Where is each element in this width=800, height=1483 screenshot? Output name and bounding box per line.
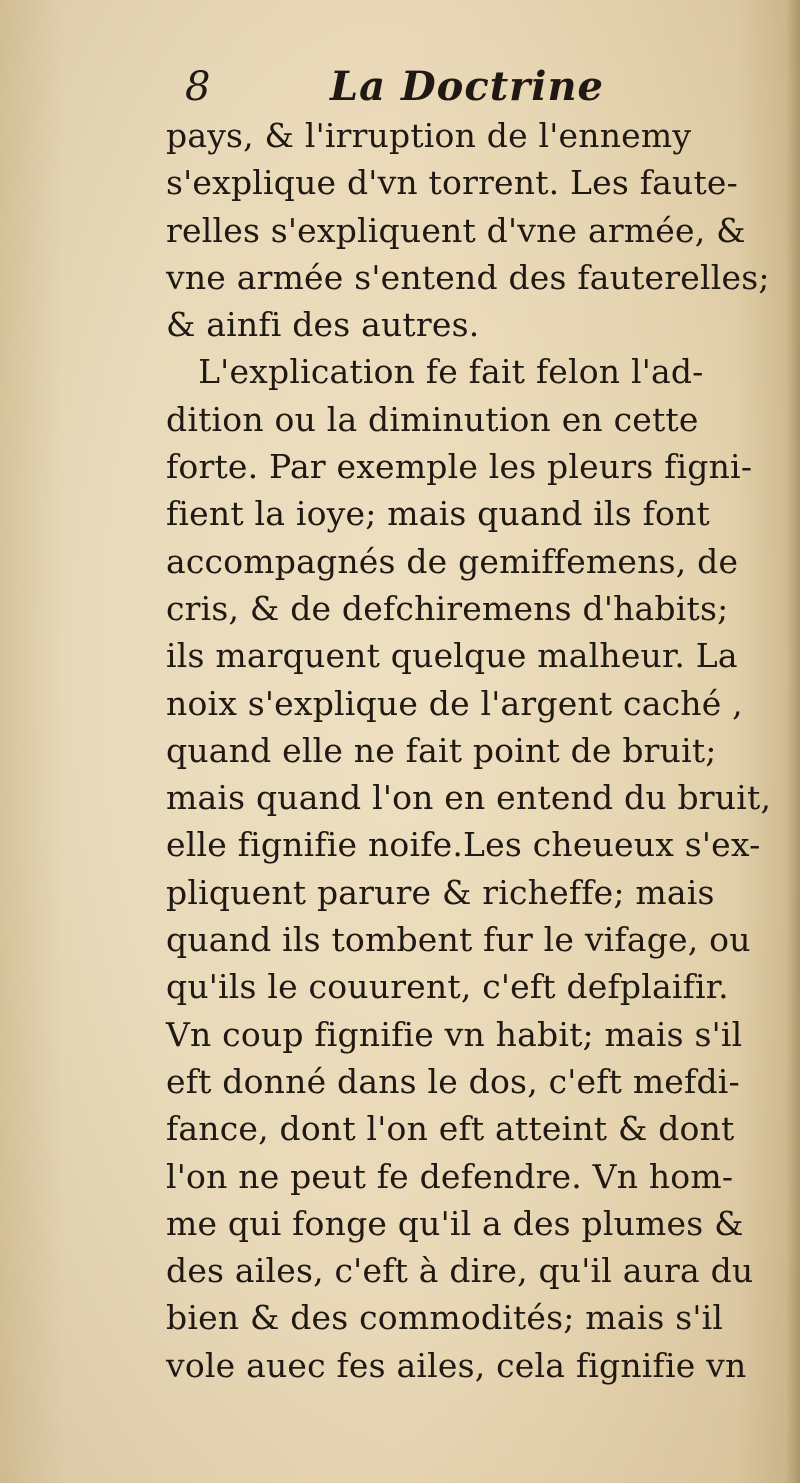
text-line: l'on ne peut fe defendre. Vn hom- bbox=[166, 1156, 734, 1196]
running-title: La Doctrine bbox=[330, 63, 604, 110]
text-line: elle fignifie noife.Les cheueux s'ex- bbox=[166, 825, 761, 865]
text-line: forte. Par exemple les pleurs figni- bbox=[166, 447, 753, 487]
text-line: vole auec fes ailes, cela fignifie vn bbox=[166, 1345, 747, 1385]
text-line: eft donné dans le dos, c'eft mefdi- bbox=[166, 1061, 740, 1101]
text-line: bien & des commodités; mais s'il bbox=[166, 1298, 724, 1338]
running-head bbox=[185, 62, 705, 112]
text-line: fient la ioye; mais quand ils font bbox=[166, 494, 711, 534]
text-line: L'explication fe fait felon l'ad- bbox=[166, 352, 704, 392]
text-line: qu'ils le couurent, c'eft defplaifir. bbox=[166, 967, 729, 1007]
text-line: mais quand l'on en entend du bruit, bbox=[166, 778, 772, 818]
text-line: Vn coup fignifie vn habit; mais s'il bbox=[166, 1014, 743, 1054]
text-line: ils marquent quelque malheur. La bbox=[166, 636, 738, 676]
text-line: quand ils tombent fur le vifage, ou bbox=[166, 920, 751, 960]
text-line: accompagnés de gemiffemens, de bbox=[166, 541, 739, 581]
text-line: pays, & l'irruption de l'ennemy bbox=[166, 116, 692, 155]
text-line: fance, dont l'on eft atteint & dont bbox=[166, 1109, 735, 1149]
text-line: des ailes, c'eft à dire, qu'il aura du bbox=[166, 1251, 754, 1291]
text-line: pliquent parure & richeffe; mais bbox=[166, 872, 715, 912]
text-line: noix s'explique de l'argent caché , bbox=[166, 683, 743, 723]
text-line: quand elle ne fait point de bruit; bbox=[166, 730, 717, 770]
body-text bbox=[166, 112, 776, 1389]
page-number: 8 bbox=[185, 64, 211, 110]
text-line: s'explique d'vn torrent. Les faute- bbox=[166, 163, 739, 203]
text-line: cris, & de defchiremens d'habits; bbox=[166, 588, 729, 628]
text-line: dition ou la diminution en cette bbox=[166, 399, 699, 439]
text-line: me qui fonge qu'il a des plumes & bbox=[166, 1203, 744, 1243]
text-line: & ainfi des autres. bbox=[166, 305, 480, 345]
text-line: relles s'expliquent d'vne armée, & bbox=[166, 210, 746, 250]
text-line: vne armée s'entend des fauterelles; bbox=[166, 257, 770, 297]
